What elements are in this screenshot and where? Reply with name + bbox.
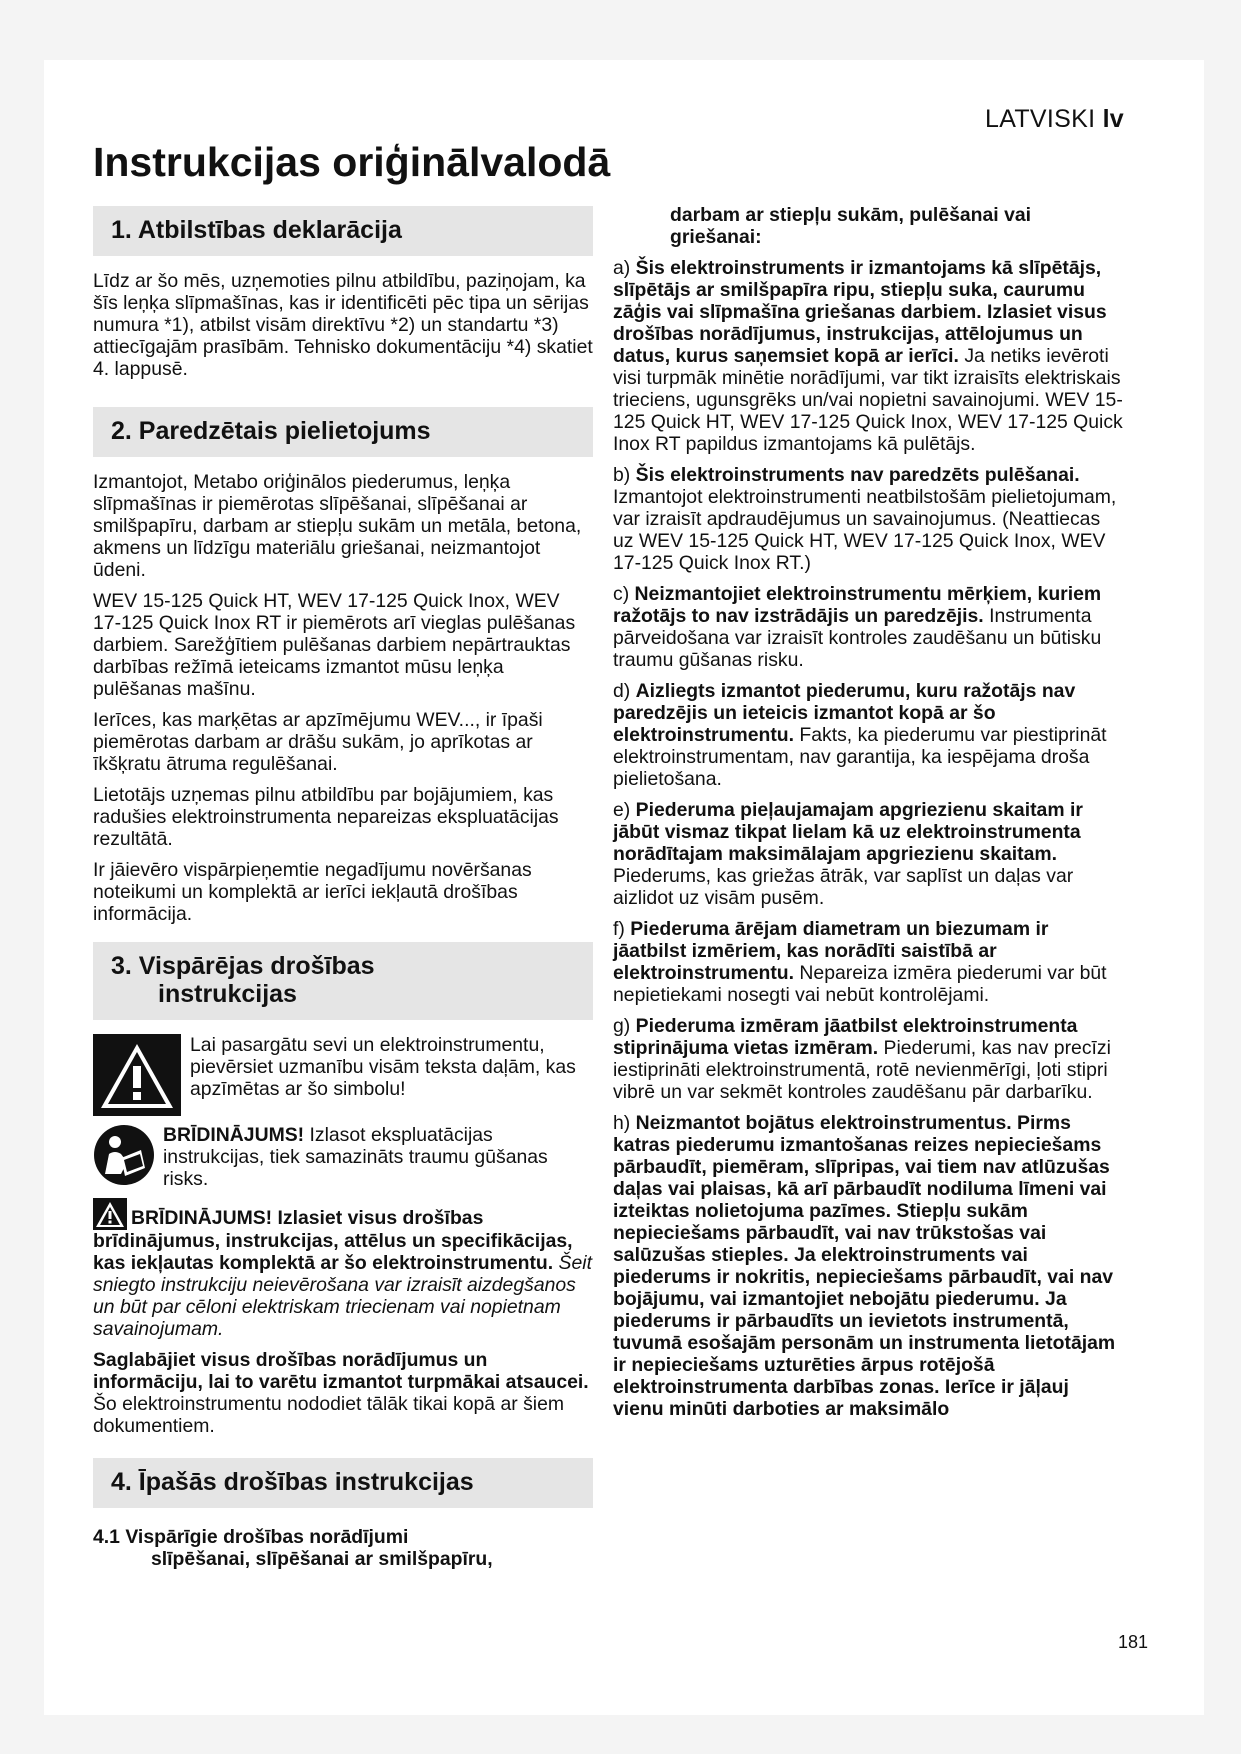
subsection-4-1-continued: darbam ar stiepļu sukām, pulēšanai vai griešanai:: [670, 204, 1032, 248]
section-2-p5: Ir jāievēro vispārpieņemtie negadījumu novēršanas noteikumi un komplektā ar ierīci iekļautā drošības informācija.: [93, 859, 532, 925]
warning-symbol-text: Lai pasargātu sevi un elektroinstrumentu, pievērsiet uzmanību visām teksta daļām, kas apzīmētas ar šo simbolu!: [190, 1034, 576, 1100]
safety-item: e) Piederuma pieļaujamajam apgriezienu skaitam ir jābūt vismaz tikpat lielam kā uz elektroinstrumenta norādītajam maksimālajam apgriezienu skaitam. Piederums, kas griežas ātrāk, var saplīst un daļas var aizlidot uz visām pusēm.: [613, 799, 1083, 909]
safety-items-list: [613, 257, 1123, 1420]
safety-item: d) Aizliegts izmantot piederumu, kuru ražotājs nav paredzējis un ieteicis izmantot kopā ar šo elektroinstrumentu. Fakts, ka piederumu var piestiprināt elektroinstrumentam, nav garantija, ka iespējama droša pielietošana.: [613, 680, 1107, 790]
safety-item: g) Piederuma izmēram jāatbilst elektroinstrumenta stiprinājuma vietas izmēram. Piederumi, kas nav precīzi iestiprināti elektroinstrumentā, rotē nevienmērīgi, ļoti stipri vibrē un var sekmēt kontroles zaudēšanu pār darbarīku.: [613, 1015, 1111, 1103]
pass-on-instructions: Šo elektroinstrumentu nododiet tālāk tikai kopā ar šiem dokumentiem.: [93, 1393, 565, 1437]
safety-item: c) Neizmantojiet elektroinstrumentu mērķiem, kuriem ražotājs to nav izstrādājis un paredzējis. Instrumenta pārveidošana var izraisīt kontroles zaudēšanu un būtisku traumu gūšanas risku.: [613, 583, 1102, 671]
read-manual-row: [93, 1124, 593, 1190]
section-2-p3: Ierīces, kas marķētas ar apzīmējumu WEV..., ir īpaši piemērotas darbam ar drāšu sukām, jo aprīkotas ar īkšķratu ātruma regulēšanai.: [93, 709, 543, 775]
left-column: [93, 206, 593, 1570]
page-number: 181: [1118, 1632, 1149, 1652]
section-2-p4: Lietotājs uzņemas pilnu atbildību par bojājumiem, kas radušies elektroinstrumenta nepareizas ekspluatācijas rezultātā.: [93, 784, 559, 850]
section-2-p1: Izmantojot, Metabo oriģinālos piederumus, leņķa slīpmašīnas ir piemērotas slīpēšanai, slīpēšanai ar smilšpapīru, darbam ar stiepļu sukām un metāla, betona, akmens un līdzīgu materiālu griešanai, neizmantojot ūdeni.: [93, 471, 582, 581]
section-2-p2: WEV 15-125 Quick HT, WEV 17-125 Quick Inox, WEV 17-125 Quick Inox RT ir piemērots arī vieglas pulēšanas darbiem. Sarežģītiem pulēšanas darbiem nepārtrauktas darbības režīmā ieteicams izmantot mūsu leņķa pulēšanas mašīnu.: [93, 590, 576, 700]
language-label: LATVISKI lv: [985, 105, 1125, 133]
safety-item: f) Piederuma ārējam diametram un biezumam ir jāatbilst izmēriem, kas norādīti saistībā ar elektroinstrumentu. Nepareiza izmēra piederumi var būt nepietiekami nosegti vai nebūt kontrolējami.: [613, 918, 1107, 1006]
section-4-heading: 4. Īpašās drošības instrukcijas: [93, 1458, 593, 1508]
read-manual-text: BRĪDINĀJUMS! Izlasot ekspluatācijas instrukcijas, tiek samazināts traumu gūšanas risks.: [163, 1124, 548, 1190]
safety-item: h) Neizmantot bojātus elektroinstrumentus. Pirms katras piederumu izmantošanas reizes nepieciešams pārbaudīt, piemēram, slīpripas, vai tiem nav atlūzušas daļas vai plaisas, kā arī pārbaudīt nodiluma līmeni vai izteiktas nolietojuma pazīmes. Stiepļu sukām nepieciešams pārbaudīt, vai nav trūkstošas vai salūzušas stieples. Ja elektroinstruments vai piederums ir nokritis, nepieciešams pārbaudīt, vai nav bojājumu, vai izmantojiet nebojātu piederumu. Ja piederums ir pārbaudīts un ievietots instrumentā, tuvumā esošajām personām un instrumenta lietotājam ir nepieciešams uzturēties ārpus rotējošā elektroinstrumenta darbības zonas. Ierīce ir jāļauj vienu minūti darboties ar maksimālo: [613, 1112, 1116, 1420]
small-warning-icon: [93, 1198, 127, 1230]
right-column: [613, 204, 1123, 1429]
warning-symbol-row: [93, 1034, 593, 1116]
safety-item: a) Šis elektroinstruments ir izmantojams kā slīpētājs, slīpētājs ar smilšpapīra ripu, stiepļu suka, caurumu zāģis vai slīpmašīna griešanas darbiem. Izlasiet visus drošības norādījumus, instrukcijas, attēlojumus un datus, kurus saņemsiet kopā ar ierīci. Ja netiks ievēroti visi turpmāk minētie norādījumi, var tikt izraisīts elektriskais trieciens, ugunsgrēks un/vai nopietni savainojumi. WEV 15-125 Quick HT, WEV 17-125 Quick Inox, WEV 17-125 Quick Inox RT papildus izmantojams kā pulētājs.: [613, 257, 1123, 455]
keep-instructions: Saglabājiet visus drošības norādījumus un informāciju, lai to varētu izmantot turpmākai atsaucei.: [93, 1349, 589, 1393]
read-manual-icon: [93, 1124, 155, 1186]
section-3-heading: 3. Vispārējas drošības instrukcijas: [93, 942, 593, 1020]
warning-triangle-icon: [93, 1034, 181, 1116]
safety-item: b) Šis elektroinstruments nav paredzēts pulēšanai. Izmantojot elektroinstrumenti neatbilstošām pielietojumam, var izraisīt apdraudējumus un savainojumus. (Neattiecas uz WEV 15-125 Quick HT, WEV 17-125 Quick Inox, WEV 17-125 Quick Inox RT.): [613, 464, 1117, 574]
section-2-heading: 2. Paredzētais pielietojums: [93, 407, 593, 457]
page-title: Instrukcijas oriģinālvalodā: [93, 139, 611, 185]
section-1-body: Līdz ar šo mēs, uzņemoties pilnu atbildību, paziņojam, ka šīs leņķa slīpmašīnas, kas ir identificēti pēc tipa un sērijas numura *1), atbilst visām direktīvu *2) un standartu *3) attiecīgajām prasībām. Tehnisko dokumentāciju *4) skatiet 4. lappusē.: [93, 270, 593, 380]
section-1-heading: 1. Atbilstības deklarācija: [93, 206, 593, 256]
subsection-4-1-heading: 4.1 Vispārīgie drošības norādījumi slīpēšanai, slīpēšanai ar smilšpapīru,: [93, 1526, 493, 1570]
general-warning: BRĪDINĀJUMS! Izlasiet visus drošības brīdinājumus, instrukcijas, attēlus un specifikācijas, kas iekļautas komplektā ar šo elektroinstrumentu. Šeit sniegto instrukciju neievērošana var izraisīt aizdegšanos un būt par cēloni elektriskam triecienam vai nopietnam savainojumam.: [93, 1198, 593, 1340]
